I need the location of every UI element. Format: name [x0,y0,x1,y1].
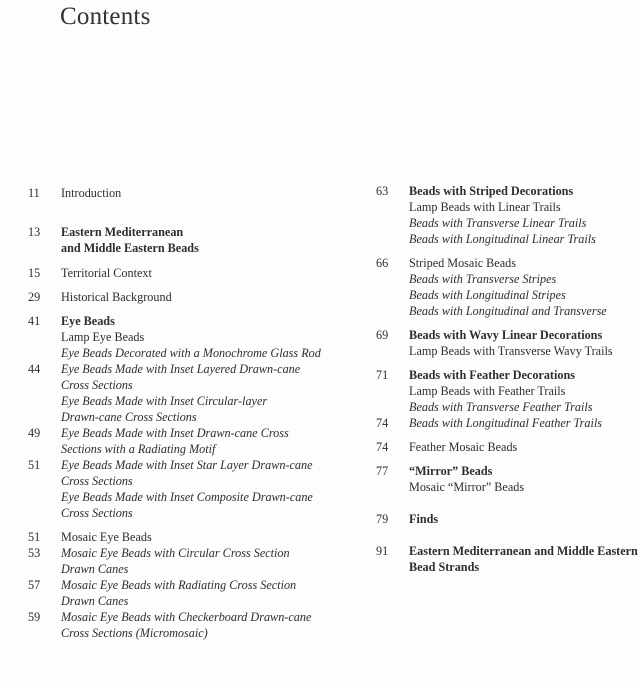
toc-entry-line: Drawn Canes [61,594,129,608]
toc-entry-line: Mosaic Eye Beads [61,530,152,544]
toc-entry [376,439,600,455]
toc-entry [28,265,358,281]
toc-page-number: 51 [28,530,41,544]
toc-entry-line: Mosaic “Mirror” Beads [409,480,525,494]
toc-page-number: 49 [28,426,41,440]
toc-entry-line: Beads with Transverse Stripes [409,272,557,286]
toc-entry-line: Drawn-cane Cross Sections [61,410,197,424]
toc-entry-line: Cross Sections [61,506,133,520]
toc-entry-line: Eye Beads Decorated with a Monochrome Glass Rod [61,346,321,360]
toc-entry [28,577,358,609]
toc-entry [376,327,613,359]
toc-entry-line: Beads with Wavy Linear Decorations [409,328,603,342]
toc-entry-line: Eye Beads Made with Inset Layered Drawn-cane [61,362,301,376]
toc-entry-line: Beads with Longitudinal and Transverse [409,304,607,318]
toc-entry [28,425,358,457]
toc-entry [28,609,358,641]
toc-entry-line: Feather Mosaic Beads [409,440,518,454]
toc-entry-line: Striped Mosaic Beads [409,256,516,270]
toc-entry-line: Eastern Mediterranean [61,225,184,239]
toc-page-number: 91 [376,544,389,558]
toc-entry [28,313,358,361]
toc-entry [28,361,358,425]
toc-entry-line: Lamp Eye Beads [61,330,145,344]
toc-entry [376,543,638,575]
toc-entry-line: Eastern Mediterranean and Middle Eastern [409,544,638,558]
toc-entry-line: Eye Beads Made with Inset Composite Drawn-cane [61,490,313,504]
toc-entry [376,367,600,415]
toc-entry-line: Beads with Striped Decorations [409,184,574,198]
toc-column-left [28,185,358,641]
toc-entry-line: Beads with Longitudinal Feather Trails [409,416,602,430]
toc-entry-line: Lamp Beads with Linear Trails [409,200,561,214]
toc-page-number: 13 [28,225,41,239]
toc-page-number: 71 [376,368,389,382]
toc-entry-line: Finds [409,512,439,526]
toc-entry-line: Introduction [61,186,122,200]
toc-column-right [376,183,638,575]
toc-entry-line: Eye Beads Made with Inset Star Layer Drawn-cane [61,458,313,472]
toc-entry [376,511,600,527]
toc-entry-line: Beads with Transverse Feather Trails [409,400,593,414]
toc-entry [376,183,600,247]
toc-entry [28,224,358,256]
toc-entry-line: Mosaic Eye Beads with Checkerboard Drawn-cane [61,610,312,624]
toc-entry-line: Territorial Context [61,266,152,280]
toc-page-number: 59 [28,610,41,624]
toc-page-number: 29 [28,290,41,304]
toc-entry-line: Beads with Longitudinal Linear Trails [409,232,596,246]
toc-entry [28,457,358,521]
page-title: Contents [60,3,151,30]
toc-page-number: 53 [28,546,41,560]
toc-entry [376,255,607,319]
toc-page-number: 74 [376,416,389,430]
toc-page-number: 69 [376,328,389,342]
toc-page-number: 74 [376,440,389,454]
toc-entry [376,463,600,495]
toc-entry-line: Beads with Transverse Linear Trails [409,216,587,230]
toc-entry-line: Beads with Longitudinal Stripes [409,288,566,302]
toc-entry-line: and Middle Eastern Beads [61,241,199,255]
toc-entry-line: Eye Beads [61,314,115,328]
toc-entry-line: Lamp Beads with Feather Trails [409,384,566,398]
toc-entry-line: Cross Sections [61,378,133,392]
toc-entry-line: Cross Sections (Micromosaic) [61,626,208,640]
toc-entry [28,529,358,545]
toc-entry-line: Beads with Feather Decorations [409,368,575,382]
toc-entry-line: Mosaic Eye Beads with Circular Cross Section [61,546,290,560]
toc-entry-line: Cross Sections [61,474,133,488]
toc-entry-line: Mosaic Eye Beads with Radiating Cross Section [61,578,297,592]
toc-page-number: 44 [28,362,41,376]
toc-page-number: 79 [376,512,389,526]
toc-entry [28,185,358,201]
toc-entry-line: Drawn Canes [61,562,129,576]
toc-page-number: 57 [28,578,41,592]
toc-entry-line: Bead Strands [409,560,480,574]
toc-entry-line: Eye Beads Made with Inset Circular-layer [61,394,268,408]
toc-entry-line: Lamp Beads with Transverse Wavy Trails [409,344,613,358]
toc-page-number: 77 [376,464,389,478]
toc-page-number: 41 [28,314,41,328]
toc-entry-line: “Mirror” Beads [409,464,493,478]
toc-page-number: 63 [376,184,389,198]
toc-entry-line: Eye Beads Made with Inset Drawn-cane Cross [61,426,289,440]
toc-entry [28,289,358,305]
toc-entry-line: Historical Background [61,290,172,304]
toc-entry-line: Sections with a Radiating Motif [61,442,216,456]
toc-page-number: 51 [28,458,41,472]
toc-page-number: 15 [28,266,41,280]
toc-page-number: 66 [376,256,389,270]
toc-entry [376,415,600,431]
toc-page-number: 11 [28,186,40,200]
toc-entry [28,545,358,577]
